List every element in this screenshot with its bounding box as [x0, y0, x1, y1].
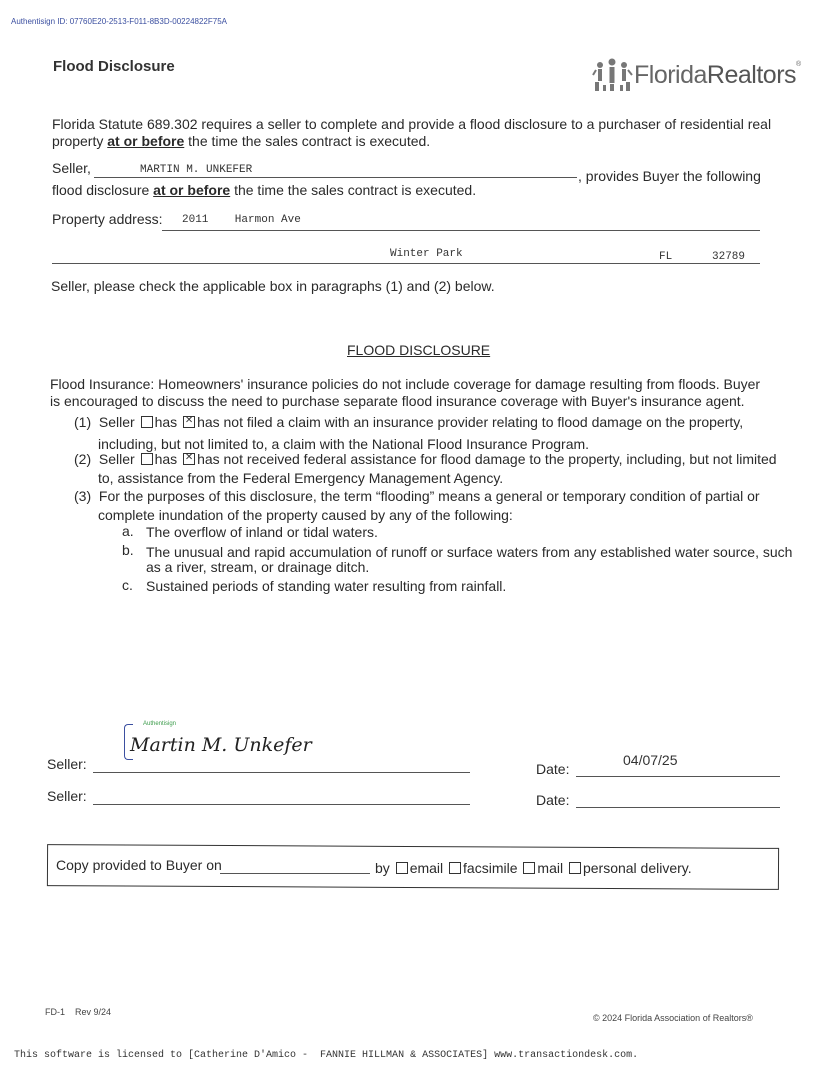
property-state-field[interactable]: FL — [659, 251, 673, 263]
seller-label: Seller, — [52, 160, 91, 176]
date-2-line[interactable] — [576, 807, 780, 808]
seller-signature: Martin M. Unkefer — [130, 734, 312, 756]
flood-insurance-paragraph: Flood Insurance: Homeowners' insurance policies do not include coverage for damage resulting from floods. Buyer is encouraged to discuss the need to purchase separate flood insurance coverage with Buyer's insurance agent. — [50, 376, 761, 409]
email-label: email — [409, 860, 444, 876]
date-2-label: Date: — [536, 792, 570, 808]
item-b-text2: as a river, stream, or drainage ditch. — [146, 559, 370, 575]
item-2-text: has not received federal assistance for flood damage to the property, including, but not limited — [197, 451, 777, 467]
item-2-has: has — [154, 451, 178, 467]
item-c-text: Sustained periods of standing water resulting from rainfall. — [146, 578, 507, 594]
property-street-field[interactable]: 2011 Harmon Ave — [182, 214, 301, 226]
item-1-text2: including, but not limited to, a claim with the National Flood Insurance Program. — [98, 436, 590, 452]
item-1-number: (1) — [74, 414, 92, 430]
copy-label: Copy provided to Buyer on — [56, 857, 222, 873]
copyright: © 2024 Florida Association of Realtors® — [593, 1013, 753, 1023]
seller-2-label: Seller: — [47, 788, 87, 804]
item-1-has-checkbox[interactable] — [141, 416, 153, 428]
date-1-line[interactable] — [576, 776, 780, 777]
personal-delivery-label: personal delivery. — [582, 860, 692, 876]
item-3-row — [74, 488, 760, 504]
mail-checkbox[interactable] — [523, 862, 535, 874]
facsimile-label: facsimile — [463, 860, 518, 876]
property-city-line — [52, 263, 760, 264]
item-a-label: a. — [122, 523, 134, 539]
item-3-number: (3) — [74, 488, 92, 504]
seller-line2-end: the time the sales contract is executed. — [230, 182, 477, 198]
intro-text-end: the time the sales contract is executed. — [184, 133, 431, 149]
logo-part2: Realtors — [706, 60, 797, 89]
seller-1-signature-line[interactable] — [93, 772, 470, 773]
copy-delivery-options — [375, 860, 692, 877]
intro-text: Florida Statute 689.302 requires a seller to complete and provide a flood disclosure to a purchaser of residential real property — [52, 116, 772, 149]
realtors-people-icon — [592, 58, 634, 92]
property-street-line — [162, 230, 760, 231]
seller-name-line — [94, 177, 577, 178]
page-title: Flood Disclosure — [53, 58, 175, 75]
logo-reg: ® — [796, 60, 801, 68]
date-1-value: 04/07/25 — [623, 752, 678, 768]
seller-line2 — [52, 182, 476, 199]
license-notice: This software is licensed to [Catherine D'Amico - FANNIE HILLMAN & ASSOCIATES] www.transactiondesk.com. — [14, 1050, 639, 1061]
facsimile-checkbox[interactable] — [449, 862, 461, 874]
item-c-label: c. — [122, 577, 133, 593]
property-address-label: Property address: — [52, 211, 163, 227]
item-2-has-checkbox[interactable] — [141, 453, 153, 465]
item-2-row — [74, 451, 777, 467]
item-1-has: has — [154, 414, 178, 430]
seller-suffix: , provides Buyer the following — [578, 168, 761, 184]
logo-part1: Florida — [634, 60, 707, 89]
email-checkbox[interactable] — [396, 862, 408, 874]
item-2-seller: Seller — [98, 451, 135, 467]
instruction-text: Seller, please check the applicable box in paragraphs (1) and (2) below. — [51, 278, 495, 294]
item-1-has-not-checkbox[interactable] — [183, 416, 195, 428]
seller-name-field[interactable]: MARTIN M. UNKEFER — [140, 164, 253, 176]
form-id: FD-1 Rev 9/24 — [45, 1007, 112, 1017]
item-1-row — [74, 414, 743, 430]
item-b-text: The unusual and rapid accumulation of runoff or surface waters from any established water source, such — [146, 544, 793, 560]
section-heading: FLOOD DISCLOSURE — [347, 342, 491, 358]
seller-2-signature-line[interactable] — [93, 804, 470, 805]
item-3-text2: complete inundation of the property caused by any of the following: — [98, 507, 513, 523]
item-2-number: (2) — [74, 451, 92, 467]
item-b-label: b. — [122, 542, 134, 558]
copy-date-line[interactable] — [220, 873, 370, 874]
item-2-text2: to, assistance from the Federal Emergency Management Agency. — [98, 470, 504, 486]
property-city-field[interactable]: Winter Park — [390, 248, 463, 260]
copy-by: by — [375, 860, 390, 876]
intro-paragraph — [52, 116, 772, 150]
personal-delivery-checkbox[interactable] — [569, 862, 581, 874]
intro-emphasis: at or before — [107, 133, 185, 149]
authentisign-id: Authentisign ID: 07760E20-2513-F011-8B3D-00224822F75A — [11, 17, 227, 26]
seller-line2-emphasis: at or before — [153, 182, 231, 198]
florida-realtors-logo — [592, 58, 801, 92]
authentisign-tag: Authentisign — [143, 721, 177, 727]
date-1-label: Date: — [536, 761, 570, 777]
item-1-text: has not filed a claim with an insurance provider relating to flood damage on the property, — [197, 414, 744, 430]
item-2-has-not-checkbox[interactable] — [183, 453, 195, 465]
item-3-text: For the purposes of this disclosure, the term “flooding” means a general or temporary condition of partial or — [98, 488, 760, 504]
item-1-seller: Seller — [98, 414, 135, 430]
mail-label: mail — [537, 860, 564, 876]
property-zip-field[interactable]: 32789 — [712, 251, 746, 263]
seller-line2-text: flood disclosure — [52, 182, 154, 198]
seller-1-label: Seller: — [47, 756, 87, 772]
item-a-text: The overflow of inland or tidal waters. — [146, 524, 378, 540]
